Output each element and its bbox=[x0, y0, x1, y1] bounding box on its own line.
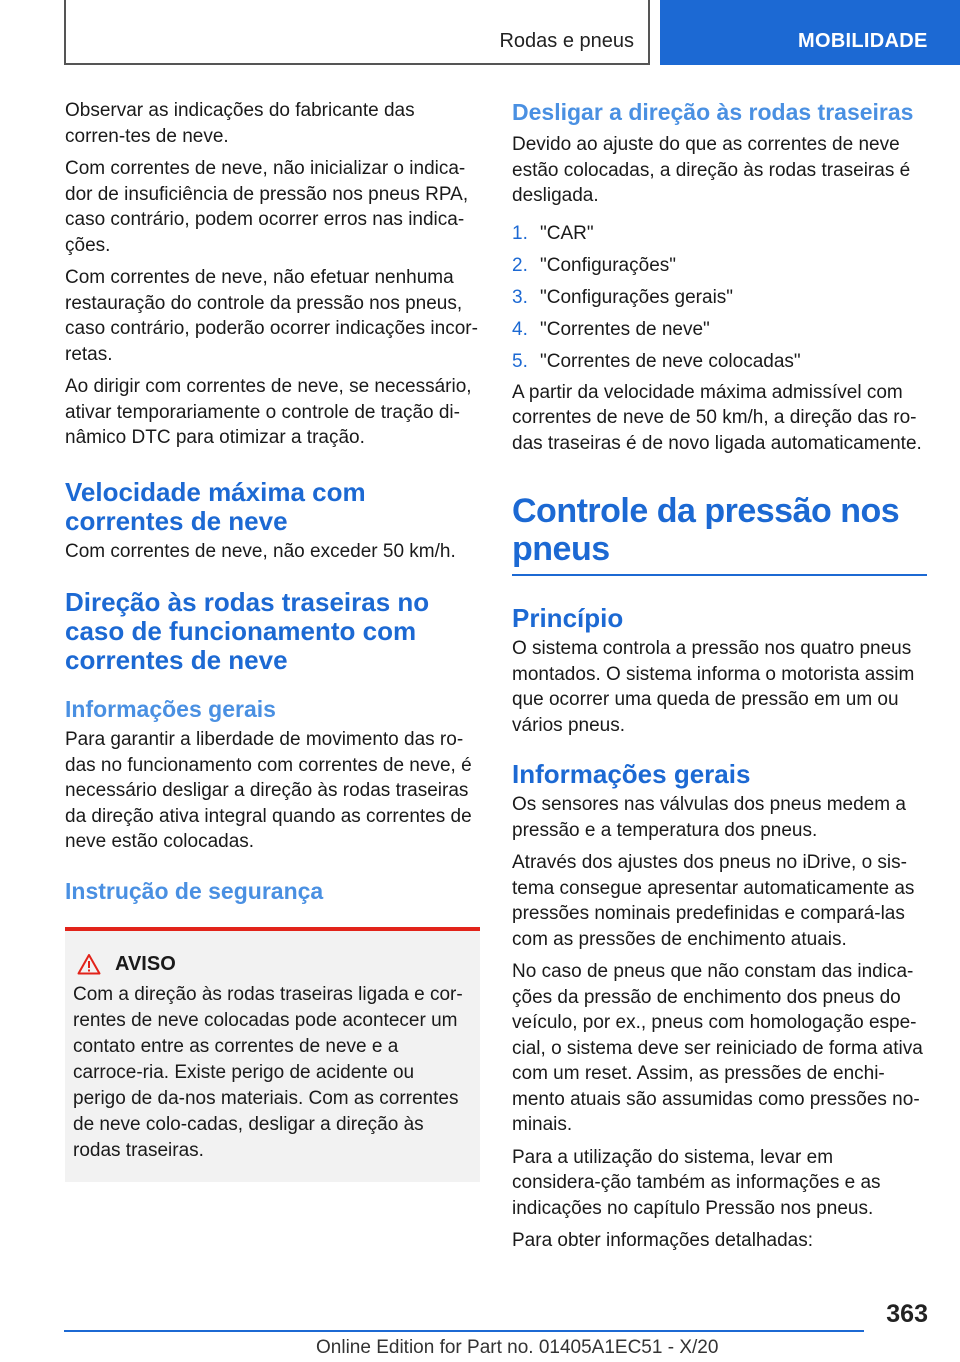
paragraph: Com correntes de neve, não exceder 50 km/h. bbox=[65, 540, 456, 562]
step-number: 4. bbox=[512, 318, 528, 340]
step-text: "Configurações" bbox=[540, 254, 677, 276]
paragraph: Para obter informações detalhadas: bbox=[512, 1230, 814, 1251]
paragraph: Devido ao ajuste do que as correntes de neve estão colocadas, a direção às rodas traseiras é desligada. bbox=[512, 134, 911, 206]
paragraph: Os sensores nas válvulas dos pneus medem a pressão e a temperatura dos pneus. bbox=[512, 794, 906, 841]
step-text: "CAR" bbox=[540, 222, 594, 244]
heading-max-speed: Velocidade máxima com correntes de neve bbox=[65, 476, 366, 536]
list-item bbox=[512, 218, 927, 250]
steps-list bbox=[512, 218, 927, 378]
list-item bbox=[512, 282, 927, 314]
left-column bbox=[65, 98, 480, 1182]
step-number: 5. bbox=[512, 350, 528, 372]
warning-header bbox=[73, 953, 472, 976]
warning-triangle-icon bbox=[77, 953, 101, 975]
list-item bbox=[512, 314, 927, 346]
right-column bbox=[512, 98, 927, 1261]
step-text: "Correntes de neve" bbox=[540, 318, 710, 340]
section-rule bbox=[512, 574, 927, 576]
heading-tire-pressure-control: Controle da pressão nos pneus bbox=[512, 492, 900, 568]
list-item bbox=[512, 250, 927, 282]
paragraph: Observar as indicações do fabricante das corren-tes de neve. bbox=[65, 100, 415, 147]
warning-box bbox=[65, 927, 480, 1182]
warning-title: AVISO bbox=[115, 952, 176, 975]
heading-safety: Instrução de segurança bbox=[65, 877, 324, 904]
paragraph: Através dos ajustes dos pneus no iDrive, o sis-tema consegue apresentar automaticamente as pressões nominais predefinidas e compará-las com as pressões de enchimento atuais. bbox=[512, 852, 915, 950]
paragraph: A partir da velocidade máxima admissível com correntes de neve de 50 km/h, a direção das ro-das traseiras é de novo ligada automaticamente. bbox=[512, 381, 922, 454]
paragraph: Com correntes de neve, não inicializar o indica-dor de insuficiência de pressão nos pneus RPA, caso contrário, podem ocorrer erros nas indica-ções. bbox=[65, 158, 469, 256]
header-chapter-title: MOBILIDADE bbox=[798, 30, 928, 52]
page-number: 363 bbox=[886, 1300, 928, 1328]
warning-text: Com a direção às rodas traseiras ligada e cor-rentes de neve colocadas pode acontecer um contato entre as correntes de neve e a carroce-ria. Existe perigo de acidente ou perigo de da-nos materiais. Com as correntes de neve colo-cadas, desligar a direção às rodas traseiras. bbox=[73, 983, 463, 1161]
heading-disable-rear-steering: Desligar a direção às rodas traseiras bbox=[512, 99, 914, 125]
step-number: 2. bbox=[512, 254, 528, 276]
heading-general-info-2: Informações gerais bbox=[512, 759, 751, 789]
heading-rear-steering: Direção às rodas traseiras no caso de funcionamento com correntes de neve bbox=[65, 587, 430, 675]
paragraph: Com correntes de neve, não efetuar nenhuma restauração do controle da pressão nos pneus, caso contrário, poderão ocorrer indicações incor-retas. bbox=[65, 267, 478, 365]
header-section-title: Rodas e pneus bbox=[499, 30, 634, 52]
list-item bbox=[512, 346, 927, 378]
step-text: "Correntes de neve colocadas" bbox=[540, 350, 801, 372]
heading-general-info: Informações gerais bbox=[65, 696, 276, 722]
paragraph: O sistema controla a pressão nos quatro pneus montados. O sistema informa o motorista assim que ocorrer uma queda de pressão em um ou vários pneus. bbox=[512, 638, 915, 736]
footer-rule bbox=[64, 1330, 864, 1332]
paragraph: Ao dirigir com correntes de neve, se necessário, ativar temporariamente o controle de tração di-nâmico DTC para otimizar a tração. bbox=[65, 376, 472, 448]
paragraph: Para garantir a liberdade de movimento das ro-das no funcionamento com correntes de neve, é necessário desligar a direção às rodas traseiras da direção ativa integral quando as correntes de neve estão colocadas. bbox=[65, 729, 472, 852]
step-number: 3. bbox=[512, 286, 528, 308]
header-section-box bbox=[64, 0, 650, 65]
heading-principle: Princípio bbox=[512, 603, 624, 633]
header-chapter-tab bbox=[660, 0, 960, 65]
footer-edition: Online Edition for Part no. 01405A1EC51 - X/20 bbox=[316, 1337, 719, 1358]
paragraph: Para a utilização do sistema, levar em considera-ção também as informações e as indicações no capítulo Pressão nos pneus. bbox=[512, 1146, 881, 1219]
step-number: 1. bbox=[512, 222, 528, 244]
paragraph: No caso de pneus que não constam das indica-ções da pressão de enchimento dos pneus do veículo, por ex., pneus com homologação espe-cial, o sistema deve ser reiniciado de forma ativa com um reset. Assim, as pressões de enchi-mento atuais são assumidas como pressões no-minais. bbox=[512, 961, 923, 1135]
step-text: "Configurações gerais" bbox=[540, 286, 734, 308]
